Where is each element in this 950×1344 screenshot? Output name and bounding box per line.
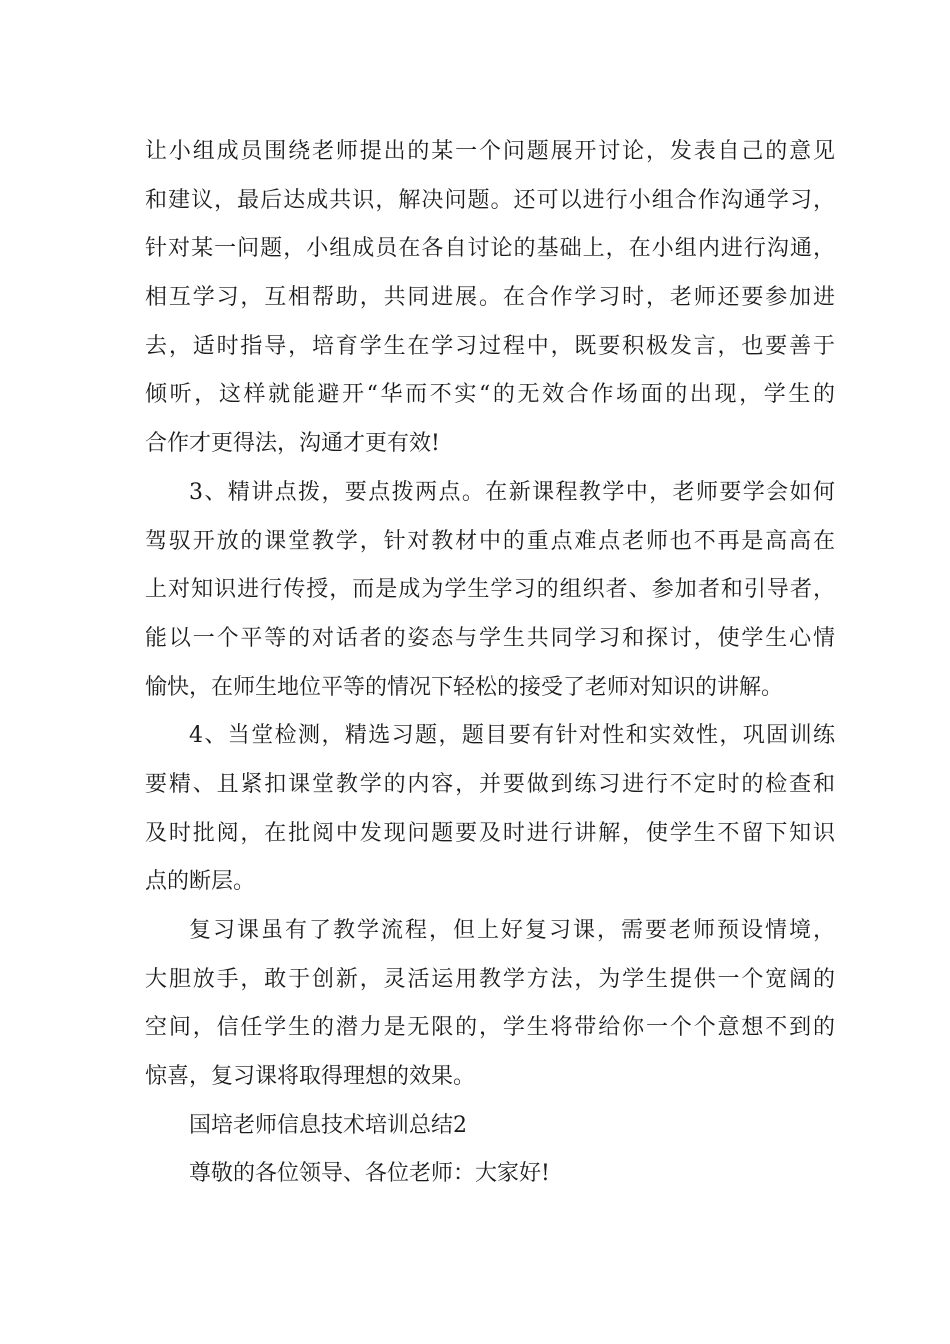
text-line: 合作才更得法，沟通才更有效! — [145, 431, 440, 457]
text-line: 倾听，这样就能避开“华而不实“的无效合作场面的出现，学生的 — [145, 382, 835, 408]
body-text — [145, 128, 835, 1199]
text-line: 要精、且紧扣课堂教学的内容，并要做到练习进行不定时的检查和 — [145, 771, 835, 797]
text-line: 上对知识进行传授，而是成为学生学习的组织者、参加者和引导者， — [145, 577, 835, 603]
salutation-line: 尊敬的各位领导、各位老师：大家好! — [189, 1161, 550, 1187]
text-line: 相互学习，互相帮助，共同进展。在合作学习时，老师还要参加进 — [145, 285, 835, 311]
text-line: 去，适时指导，培育学生在学习过程中，既要积极发言，也要善于 — [145, 333, 835, 359]
paragraph-first-line: 4、当堂检测，精选习题，题目要有针对性和实效性，巩固训练 — [189, 723, 835, 749]
text-line: 能以一个平等的对话者的姿态与学生共同学习和探讨，使学生心情 — [145, 625, 835, 651]
section-heading: 国培老师信息技术培训总结2 — [189, 1112, 467, 1138]
text-line: 和建议，最后达成共识，解决问题。还可以进行小组合作沟通学习， — [145, 187, 835, 213]
paragraph-first-line: 复习课虽有了教学流程，但上好复习课，需要老师预设情境， — [189, 918, 835, 943]
text-line: 大胆放手，敢于创新，灵活运用教学方法，为学生提供一个宽阔的 — [145, 966, 835, 992]
text-line: 愉快，在师生地位平等的情况下轻松的接受了老师对知识的讲解。 — [145, 674, 784, 700]
text-line: 驾驭开放的课堂教学，针对教材中的重点难点老师也不再是高高在 — [145, 528, 835, 554]
text-line: 点的断层。 — [145, 869, 256, 895]
text-line: 及时批阅，在批阅中发现问题要及时进行讲解，使学生不留下知识 — [145, 820, 835, 846]
text-line: 惊喜，复习课将取得理想的效果。 — [145, 1064, 476, 1090]
text-line: 针对某一问题，小组成员在各自讨论的基础上，在小组内进行沟通， — [145, 236, 835, 262]
text-line: 空间，信任学生的潜力是无限的，学生将带给你一个个意想不到的 — [145, 1015, 835, 1041]
text-line: 让小组成员围绕老师提出的某一个问题展开讨论，发表自己的意见 — [145, 139, 835, 164]
paragraph-first-line: 3、精讲点拨，要点拨两点。在新课程教学中，老师要学会如何 — [189, 479, 835, 505]
